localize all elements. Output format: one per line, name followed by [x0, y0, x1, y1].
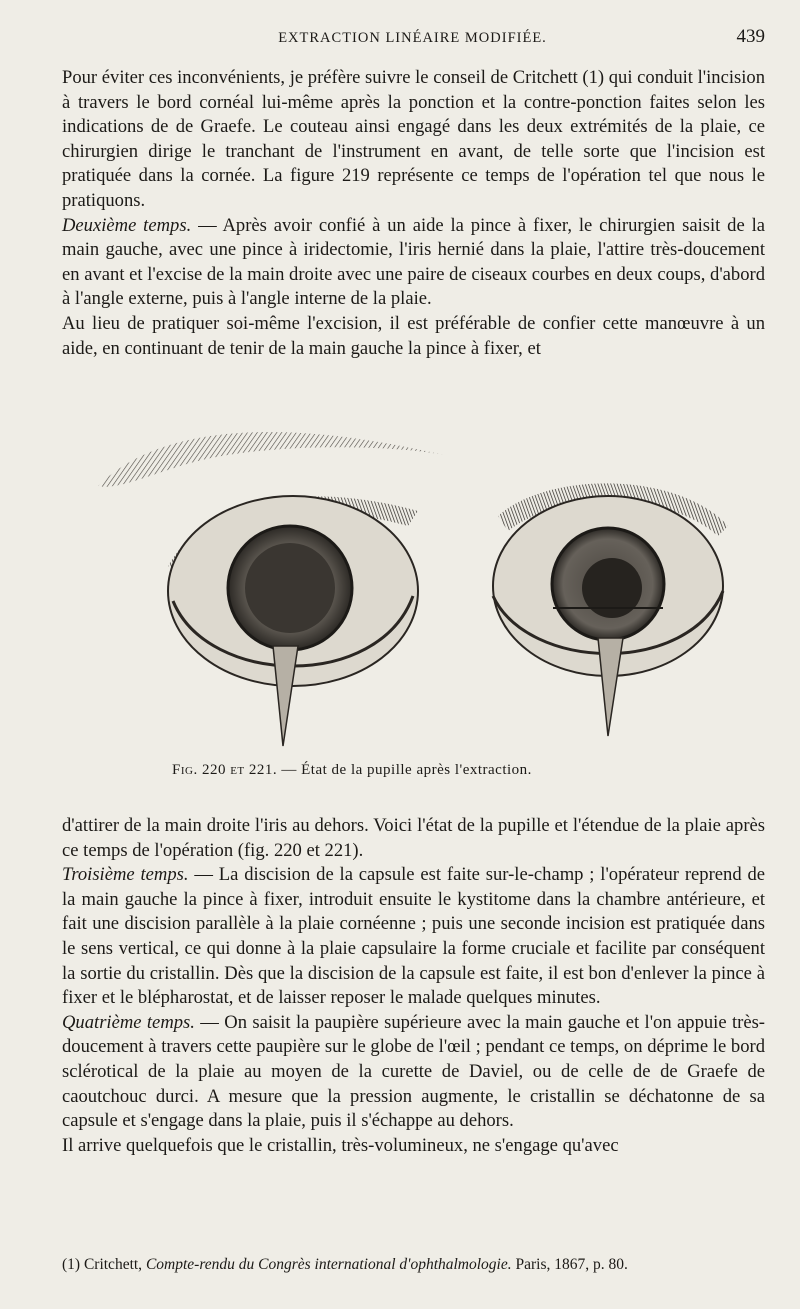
speculum-left: [273, 646, 298, 746]
paragraph: Deuxième temps. — Après avoir confié à un aide la pince à fixer, le chirurgien saisit de la main gauche, avec une pince à iridectomie, l'iris hernié dans la plaie, l'attire très-doucement en avant et l'excise de la main droite avec une paire de ciseaux courbes en deux coups, d'abord à l'angle externe, puis à l'angle interne de la plaie.: [62, 214, 765, 310]
footnote-title: Compte-rendu du Congrès international d'ophthalmologie.: [145, 1256, 512, 1273]
caption-label: Fig. 220 et 221.: [172, 762, 278, 778]
text-block-top: [62, 66, 765, 361]
paragraph: Il arrive quelquefois que le cristallin, très-volumineux, ne s'engage qu'avec: [62, 1134, 619, 1156]
paragraph: d'attirer de la main droite l'iris au dehors. Voici l'état de la pupille et l'étendue de la plaie après ce temps de l'opération (fig. 220 et 221).: [62, 815, 765, 861]
footnote: (1) Critchett, Compte-rendu du Congrès international d'ophthalmologie. Paris, 1867, p. 80.: [62, 1256, 628, 1273]
pupil-left: [245, 543, 335, 633]
eyebrow-left: [98, 432, 448, 487]
figure-eyes-engraving: [78, 416, 778, 766]
step-heading: Deuxième temps.: [62, 214, 192, 236]
caption-text: — État de la pupille après l'extraction.: [277, 762, 532, 778]
step-heading: Troisième temps.: [62, 864, 189, 886]
paragraph: Quatrième temps. — On saisit la paupière supérieure avec la main gauche et l'on appuie très-doucement à travers cette paupière sur le globe de l'œil ; pendant ce temps, on déprime le bord sclérotical de la plaie au moyen de la curette de Daviel, ou de celle de de Graefe de caoutchouc durci. A mesure que la pression augmente, le cristallin se déchatonne de sa capsule et s'engage dans la plaie, puis il s'échappe au dehors.: [62, 1011, 765, 1132]
page-number: 439: [736, 26, 765, 47]
eyes-illustration: [78, 416, 778, 761]
paragraph: Pour éviter ces inconvénients, je préfère suivre le conseil de Critchett (1) qui conduit l'incision à travers le bord cornéal lui-même après la ponction et la contre-ponction faites selon les indications de de Graefe. Le couteau ainsi engagé dans les deux extrémités de la plaie, ce chirurgien dirige le tranchant de l'instrument en avant, de telle sorte que l'incision est pratiquée dans la cornée. La figure 219 représente ce temps de l'opération tel que nous le pratiquons.: [62, 67, 765, 211]
step-heading: Quatrième temps.: [62, 1011, 195, 1033]
running-header: [60, 26, 765, 47]
text-block-bottom: [62, 814, 765, 1158]
paragraph: Au lieu de pratiquer soi-même l'excision, il est préférable de confier cette manœuvre à un aide, en continuant de tenir de la main gauche la pince à fixer, et: [62, 312, 765, 359]
paragraph: Troisième temps. — La discision de la capsule est faite sur-le-champ ; l'opérateur reprend de la main gauche la pince à fixer, introduit ensuite le kystitome dans la chambre antérieure, et fait une discision parallèle à la plaie cornéenne ; puis une seconde incision est pratiquée dans le sens vertical, ce qui donne à la plaie capsulaire la forme cruciale et facilite par conséquent la sortie du cristallin. Dès que la discision de la capsule est faite, il est bon d'enlever la pince à fixer et le blépharostat, et de laisser reposer le malade quelques minutes.: [62, 864, 765, 1009]
running-title: EXTRACTION LINÉAIRE MODIFIÉE.: [278, 30, 547, 46]
speculum-right: [598, 638, 623, 736]
figure-caption: [172, 762, 532, 779]
